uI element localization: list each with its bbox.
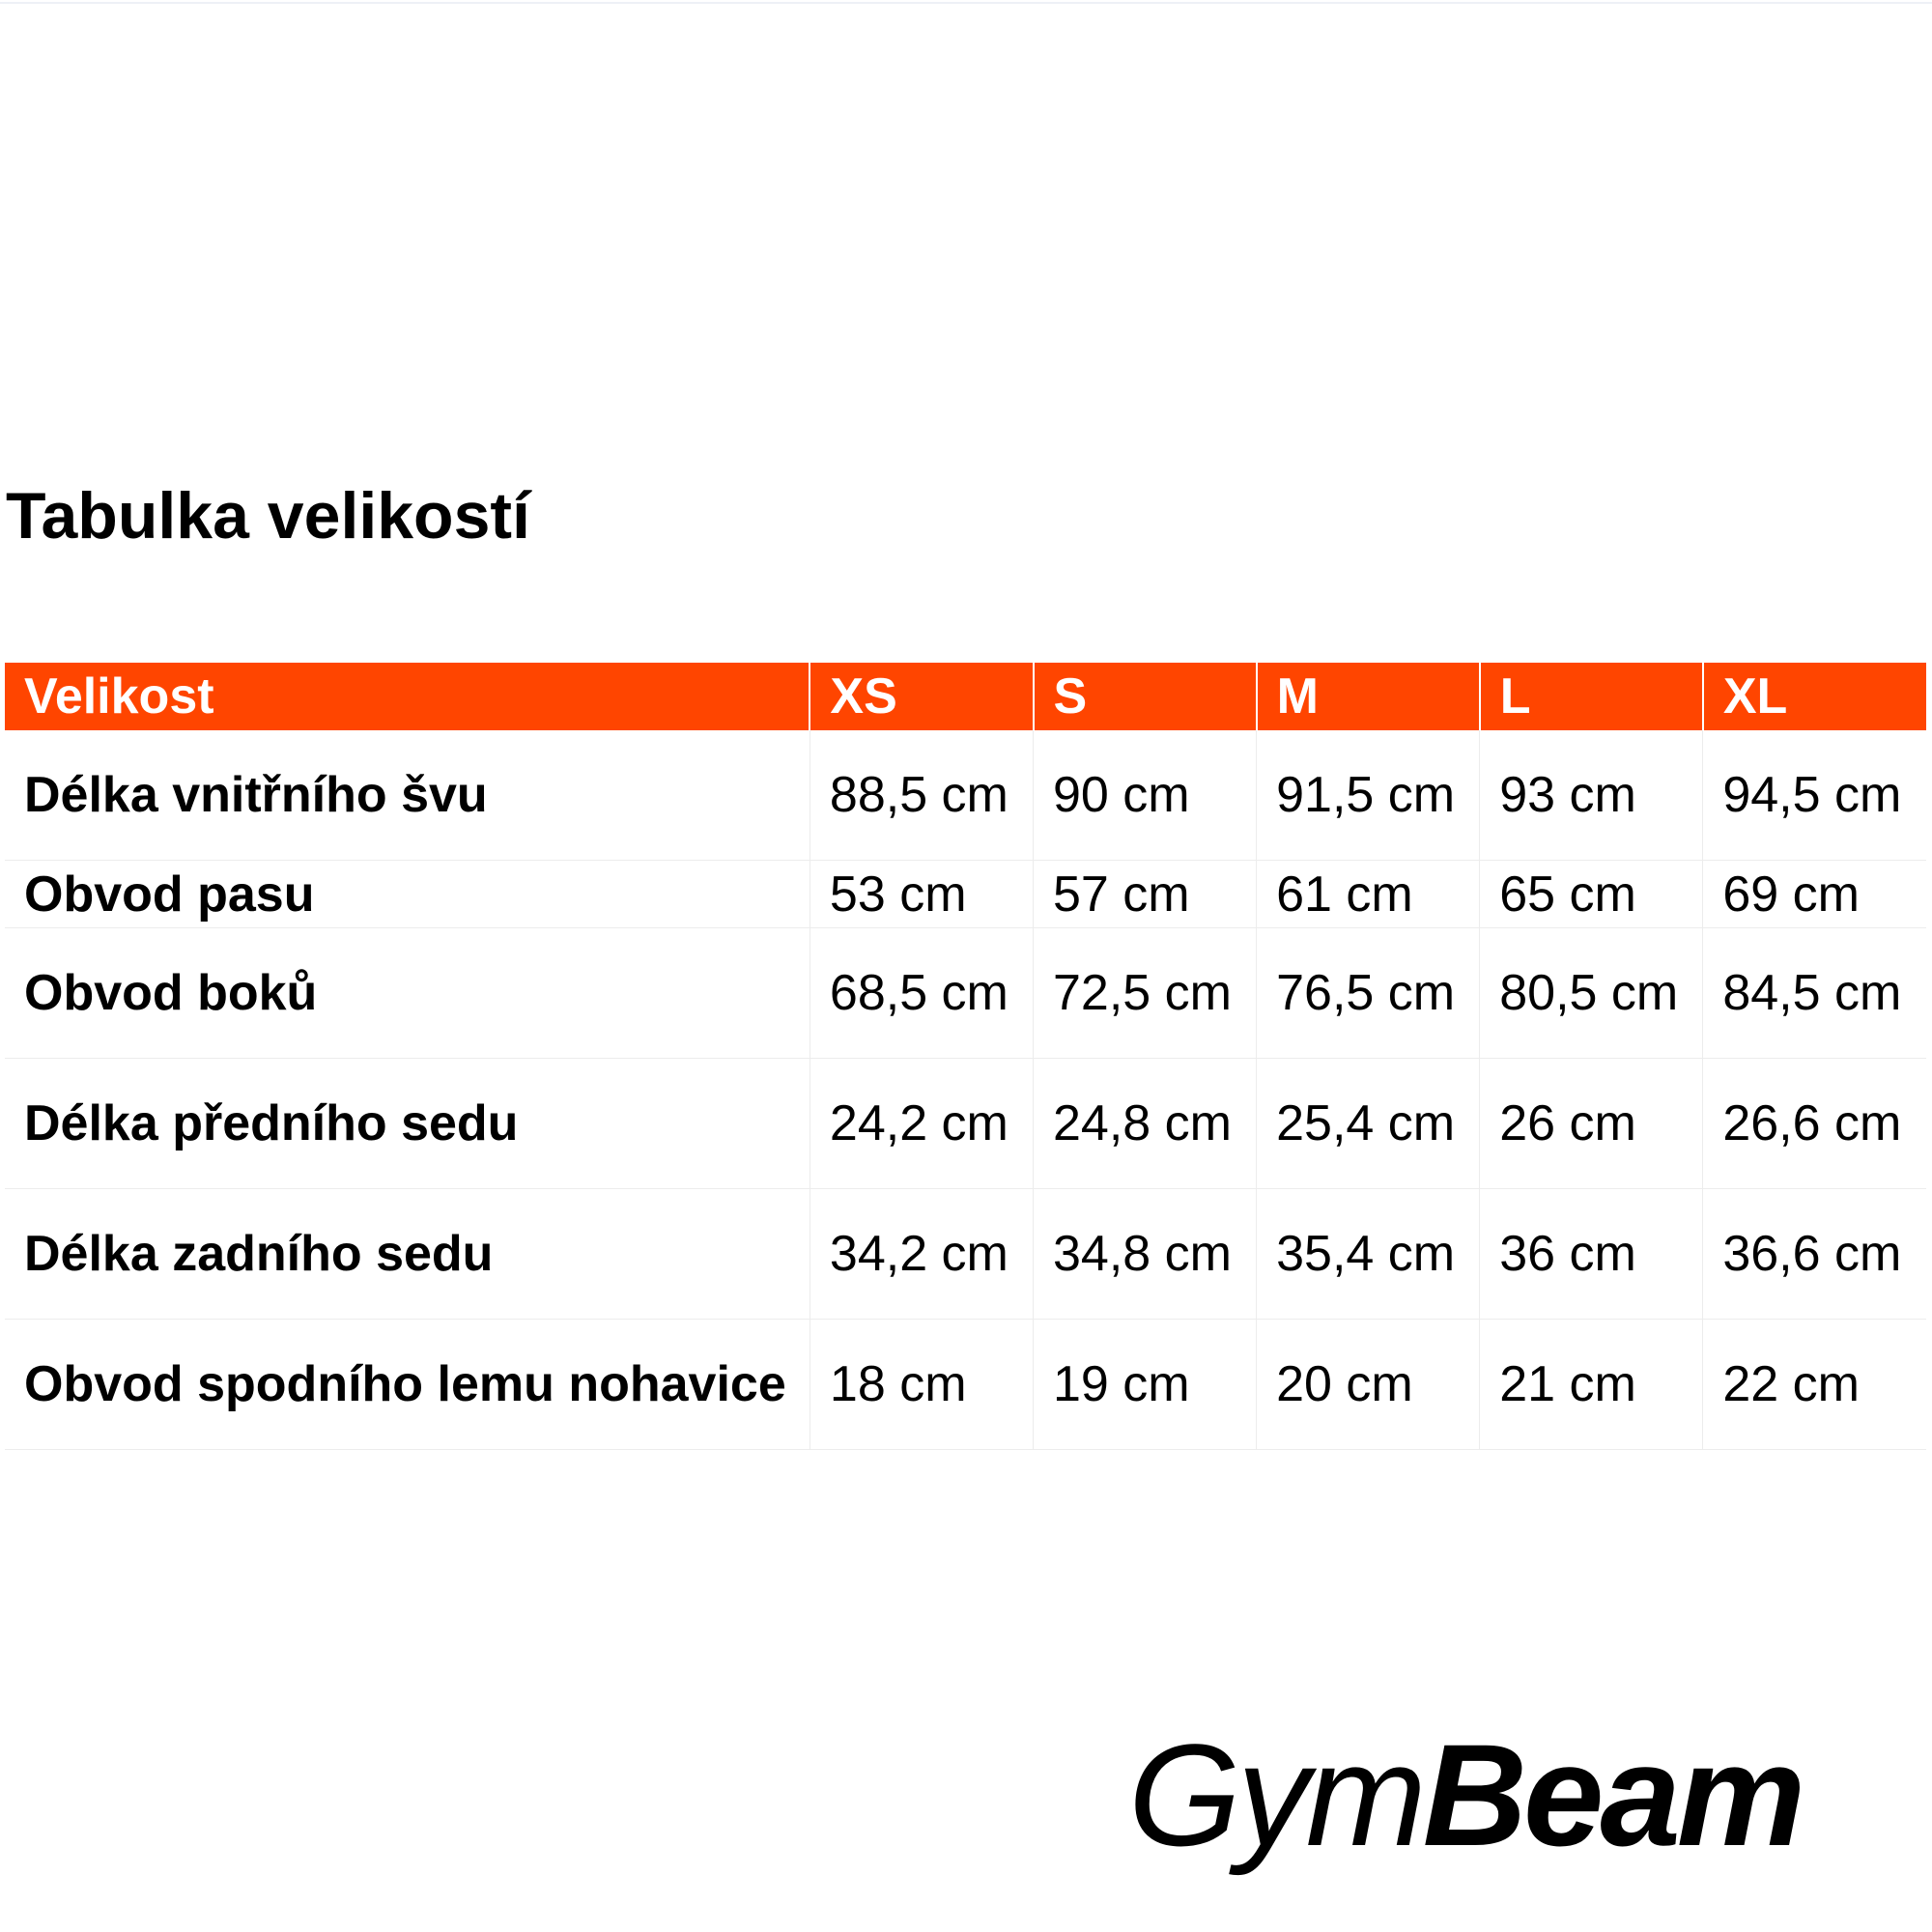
row-label: Délka vnitřního švu	[5, 730, 810, 861]
table-cell: 69 cm	[1703, 861, 1926, 928]
table-row	[5, 1189, 1926, 1320]
table-cell: 53 cm	[810, 861, 1033, 928]
table-row	[5, 928, 1926, 1059]
header-size-label: Velikost	[5, 663, 810, 730]
header-size-xl: XL	[1703, 663, 1926, 730]
row-label: Délka předního sedu	[5, 1059, 810, 1189]
logo-text-beam: Beam	[1422, 1719, 1803, 1876]
page-title: Tabulka velikostí	[6, 479, 530, 553]
table-cell: 35,4 cm	[1257, 1189, 1480, 1320]
table-cell: 76,5 cm	[1257, 928, 1480, 1059]
table-cell: 26 cm	[1480, 1059, 1703, 1189]
table-cell: 24,2 cm	[810, 1059, 1033, 1189]
table-cell: 24,8 cm	[1034, 1059, 1257, 1189]
svg-text:GymBeam	[1128, 1719, 1802, 1876]
table-cell: 34,8 cm	[1034, 1189, 1257, 1320]
table-row	[5, 1059, 1926, 1189]
header-size-s: S	[1034, 663, 1257, 730]
logo-text-gym: Gym	[1128, 1719, 1423, 1876]
table-cell: 34,2 cm	[810, 1189, 1033, 1320]
table-cell: 65 cm	[1480, 861, 1703, 928]
table-cell: 88,5 cm	[810, 730, 1033, 861]
top-border-line	[0, 2, 1932, 4]
table-cell: 22 cm	[1703, 1320, 1926, 1450]
table-row	[5, 1320, 1926, 1450]
gymbeam-logo	[1128, 1719, 1882, 1893]
size-chart-table	[5, 663, 1926, 1450]
row-label: Obvod pasu	[5, 861, 810, 928]
table-cell: 80,5 cm	[1480, 928, 1703, 1059]
row-label: Obvod boků	[5, 928, 810, 1059]
table-row	[5, 861, 1926, 928]
table-cell: 68,5 cm	[810, 928, 1033, 1059]
row-label: Obvod spodního lemu nohavice	[5, 1320, 810, 1450]
table-cell: 72,5 cm	[1034, 928, 1257, 1059]
table-cell: 94,5 cm	[1703, 730, 1926, 861]
table-cell: 36 cm	[1480, 1189, 1703, 1320]
table-cell: 25,4 cm	[1257, 1059, 1480, 1189]
header-size-l: L	[1480, 663, 1703, 730]
table-cell: 19 cm	[1034, 1320, 1257, 1450]
table-cell: 36,6 cm	[1703, 1189, 1926, 1320]
row-label: Délka zadního sedu	[5, 1189, 810, 1320]
table-row	[5, 730, 1926, 861]
header-size-xs: XS	[810, 663, 1033, 730]
header-size-m: M	[1257, 663, 1480, 730]
table-cell: 57 cm	[1034, 861, 1257, 928]
table-cell: 20 cm	[1257, 1320, 1480, 1450]
table-cell: 84,5 cm	[1703, 928, 1926, 1059]
table-cell: 21 cm	[1480, 1320, 1703, 1450]
table-header-row	[5, 663, 1926, 730]
table-cell: 61 cm	[1257, 861, 1480, 928]
table-cell: 18 cm	[810, 1320, 1033, 1450]
table-cell: 91,5 cm	[1257, 730, 1480, 861]
table-cell: 26,6 cm	[1703, 1059, 1926, 1189]
table-cell: 90 cm	[1034, 730, 1257, 861]
table-cell: 93 cm	[1480, 730, 1703, 861]
